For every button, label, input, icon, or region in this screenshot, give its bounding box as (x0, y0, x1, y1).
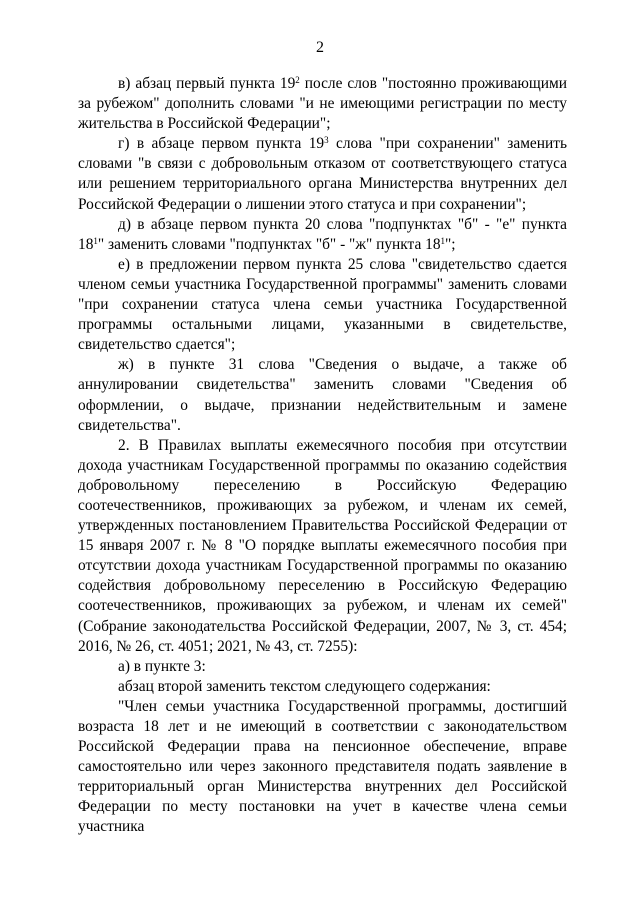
superscript: 1 (440, 235, 446, 246)
superscript: 1 (93, 235, 98, 246)
paragraph (78, 255, 567, 355)
paragraph-text: в) абзац первый пункта 19 (118, 75, 296, 92)
paragraph-text: д) в абзаце первом пункта 20 слова "подпунктах "б" - "е" пункта 18 (78, 215, 567, 253)
paragraph-text: 2. В Правилах выплаты ежемесячного пособия при отсутствии дохода участникам Государственной программы по оказанию содействия добровольному переселению в Российскую Федерацию соотечественников, проживающих за рубежом, и членам их семей, утвержденных постановлением Правительства Российской Федерации от 15 января 2007 г. № 8 "О порядке выплаты ежемесячного пособия при отсутствии дохода участникам Государственной программы по оказанию содействия добровольному переселению в Российскую Федерацию соотечественников, проживающих за рубежом, и членам их семей" (Собрание законодательства Российской Федерации, 2007, № 3, ст. 454; 2016, № 26, ст. 4051; 2021, № 43, ст. 7255): (78, 436, 567, 655)
superscript: 2 (295, 75, 300, 85)
paragraph-text: "; (445, 235, 456, 253)
paragraph (78, 74, 567, 134)
paragraph-text: слова "при сохранении" заменить словами "в связи с добровольным отказом от соответствующего статуса или решением территориального органа Министерства внутренних дел Российской Федерации о лишении этого статуса и при сохранении"; (78, 135, 567, 213)
paragraph (78, 134, 567, 214)
paragraph (78, 436, 567, 657)
page-number: 2 (316, 39, 324, 56)
document-body (78, 74, 567, 838)
paragraph (78, 215, 567, 255)
paragraph-text: абзац второй заменить текстом следующего содержания: (118, 677, 491, 695)
paragraph (78, 355, 567, 435)
superscript: 3 (324, 135, 329, 146)
paragraph (78, 677, 567, 697)
paragraph (78, 697, 567, 838)
paragraph-text: "Член семьи участника Государственной программы, достигший возраста 18 лет и не имеющий в соответствии с законодательством Российской Федерации права на пенсионное обеспечение, вправе самостоятельно или через законного представителя подать заявление в территориальный орган Министерства внутренних дел Российской Федерации по месту постановки на учет в качестве члена семьи участника (78, 697, 567, 836)
paragraph (78, 657, 567, 677)
paragraph-text: ж) в пункте 31 слова "Сведения о выдаче, а также об аннулировании свидетельства" заменить словами "Сведения об оформлении, о выдаче, признании недействительным и замене свидетельства". (78, 356, 567, 434)
paragraph-text: после слов "постоянно проживающими за рубежом" дополнить словами "и не имеющими регистрации по месту жительства в Российской Федерации"; (78, 75, 567, 133)
paragraph-text: е) в предложении первом пункта 25 слова "свидетельство сдается членом семьи участника Государственной программы" заменить словами "при сохранении статуса члена семьи участника Государственной программы остальными лицами, указанными в свидетельстве, свидетельство сдается"; (78, 255, 567, 354)
paragraph-text: " заменить словами "подпунктах "б" - "ж" пункта 18 (97, 235, 441, 253)
paragraph-text: а) в пункте 3: (118, 657, 206, 675)
paragraph-text: г) в абзаце первом пункта 19 (118, 135, 325, 153)
